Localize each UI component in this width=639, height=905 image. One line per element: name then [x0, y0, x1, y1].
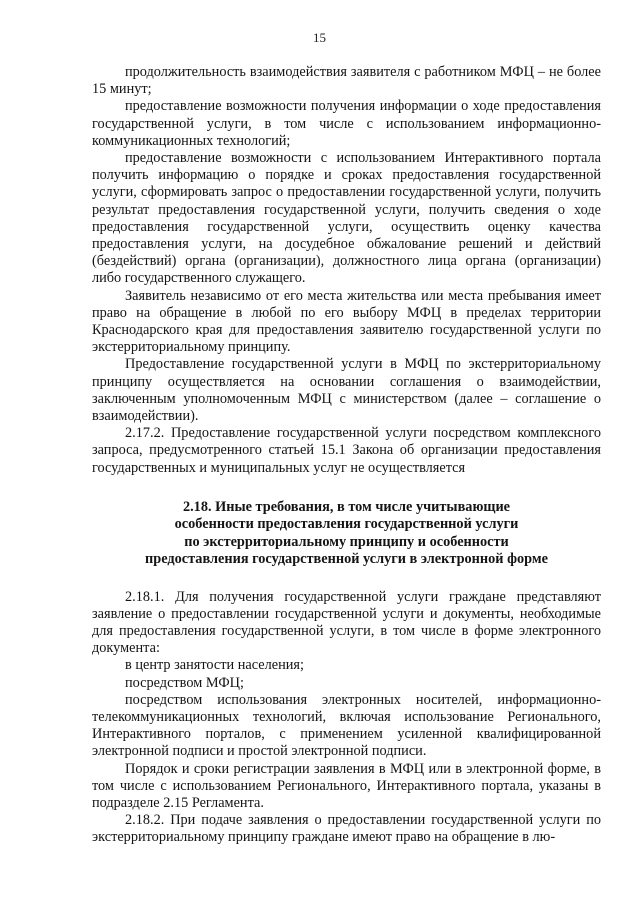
heading-line: 2.18. Иные требования, в том числе учитывающие	[182, 498, 511, 515]
paragraph: 2.18.1. Для получения государственной услуги граждане представляют заявление о предоставлении государственной услуги и документы, необходимые для предоставления государственной услуги, в том числе в форме электронного документа:	[92, 588, 601, 657]
paragraph: 2.18.2. При подаче заявления о предоставлении государственной услуги по экстерриториальному принципу граждане имеют право на обращение в лю-	[92, 812, 601, 846]
list-item: посредством МФЦ;	[125, 674, 244, 691]
section-heading	[92, 499, 601, 569]
paragraph: Заявитель независимо от его места жительства или места пребывания имеет право на обращение в любой по его выбору МФЦ в пределах территории Краснодарского края для предоставления заявителю государственной услуги по экстерриториальному принципу.	[92, 287, 601, 356]
paragraph: Порядок и сроки регистрации заявления в МФЦ или в электронной форме, в том числе с использованием Регионального, Интерактивного портала, указаны в подразделе 2.15 Регламента.	[92, 760, 601, 811]
heading-line: предоставления государственной услуги в электронной форме	[145, 551, 548, 568]
paragraph: 2.17.2. Предоставление государственной услуги посредством комплексного запроса, предусмотренного статьей 15.1 Закона об организации предоставления государственных и муниципальных услуг не осуществляется	[92, 425, 601, 476]
paragraph: посредством использования электронных носителей, информационно-телекоммуникационных технологий, включая использование Регионального, Интерактивного порталов, с применением усиленной квалифицированной электронной подписи и простой электронной подписи.	[92, 691, 601, 760]
list-item: в центр занятости населения;	[125, 657, 304, 674]
paragraph: предоставление возможности получения информации о ходе предоставления государственной услуги, в том числе с использованием информационно-коммуникационных технологий;	[92, 98, 601, 149]
paragraph: Предоставление государственной услуги в МФЦ по экстерриториальному принципу осуществляется на основании соглашения о взаимодействии, заключенным уполномоченным МФЦ с министерством (далее – соглашение о взаимодействии).	[92, 356, 601, 425]
page-number: 15	[313, 30, 326, 45]
heading-line: по экстерриториальному принципу и особенности	[184, 533, 509, 550]
paragraph: предоставление возможности с использованием Интерактивного портала получить информацию о порядке и сроках предоставления государственной услуги, сформировать запрос о предоставлении государственной услуги, получить результат предоставления государственной услуги, получить сведения о ходе предоставления государственной услуги, осуществить оценку качества предоставления услуги, на досудебное обжалование решений и действий (бездействий) органа (организации), должностного лица органа (организации) либо государственного служащего.	[92, 150, 601, 287]
document-body	[92, 64, 601, 847]
paragraph: продолжительность взаимодействия заявителя с работником МФЦ – не более 15 минут;	[92, 64, 601, 98]
heading-line: особенности предоставления государственной услуги	[174, 516, 519, 533]
